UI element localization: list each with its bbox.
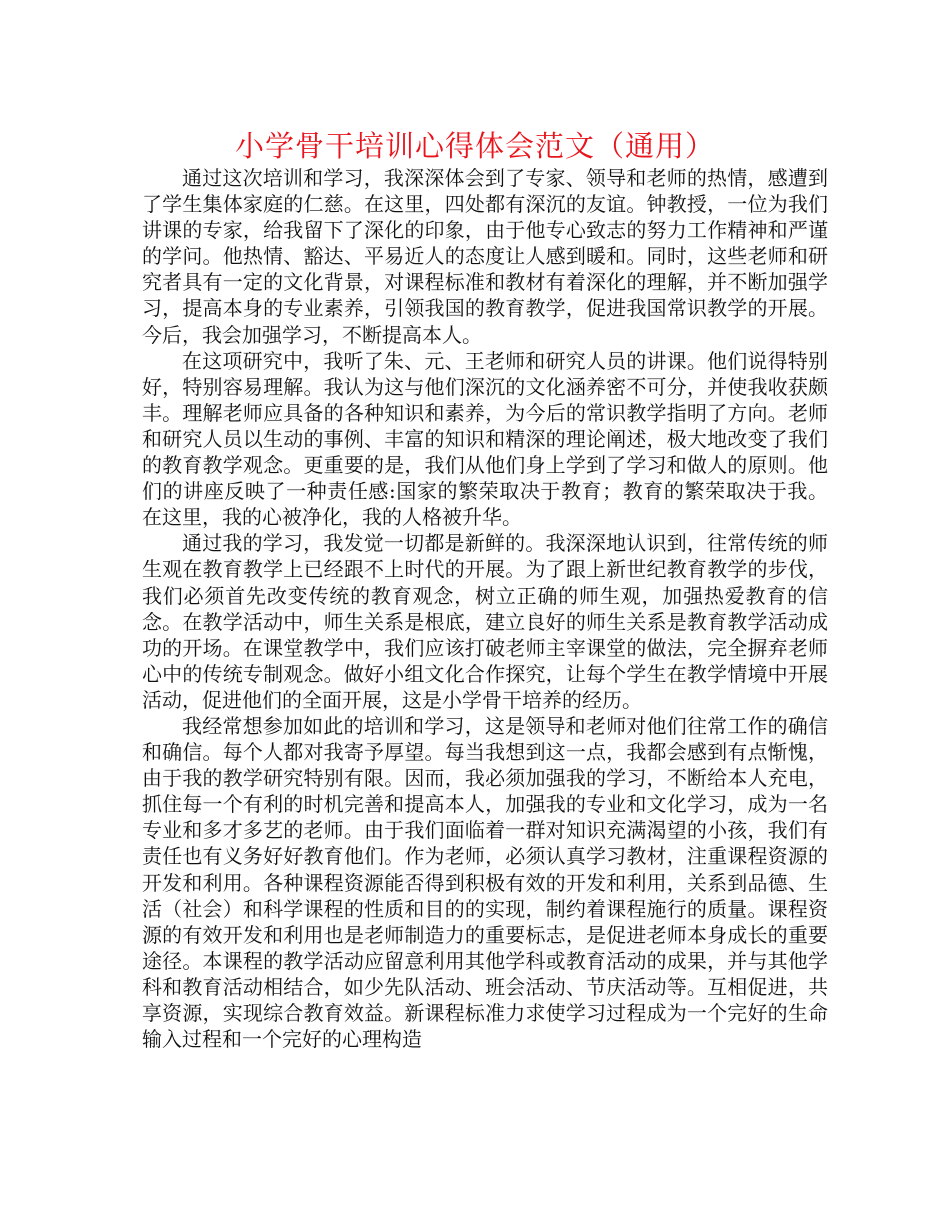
paragraph-3: 通过我的学习，我发觉一切都是新鲜的。我深深地认识到，往常传统的师生观在教育教学上已经跟不上时代的开展。为了跟上新世纪教育教学的步伐，我们必须首先改变传统的教育观念，树立正确的师生观，加强热爱教育的信念。在教学活动中，师生关系是根底，建立良好的师生关系是教育教学活动成功的开场。在课堂教学中，我们应该打破老师主宰课堂的做法，完全摒弃老师心中的传统专制观念。做好小组文化合作探究，让每个学生在教学情境中开展活动，促进他们的全面开展，这是小学骨干培养的经历。 [142,531,828,712]
paragraph-1: 通过这次培训和学习，我深深体会到了专家、领导和老师的热情，感遭到了学生集体家庭的仁慈。在这里，四处都有深沉的友谊。钟教授，一位为我们讲课的专家，给我留下了深化的印象，由于他专心致志的努力工作精神和严谨的学问。他热情、豁达、平易近人的态度让人感到暖和。同时，这些老师和研究者具有一定的文化背景，对课程标准和教材有着深化的理解，并不断加强学习，提高本身的专业素养，引领我国的教育教学，促进我国常识教学的开展。今后，我会加强学习，不断提高本人。 [142,166,828,347]
document-body [142,165,828,1052]
document-title: 小学骨干培训心得体会范文（通用） [234,129,715,163]
paragraph-2: 在这项研究中，我听了朱、元、王老师和研究人员的讲课。他们说得特别好，特别容易理解。我认为这与他们深沉的文化涵养密不可分，并使我收获颇丰。理解老师应具备的各种知识和素养，为今后的常识教学指明了方向。老师和研究人员以生动的事例、丰富的知识和精深的理论阐述，极大地改变了我们的教育教学观念。更重要的是，我们从他们身上学到了学习和做人的原则。他们的讲座反映了一种责任感:国家的繁荣取决于教育；教育的繁荣取决于我。在这里，我的心被净化，我的人格被升华。 [142,348,828,530]
paragraph-4: 我经常想参加如此的培训和学习，这是领导和老师对他们往常工作的确信和确信。每个人都对我寄予厚望。每当我想到这一点，我都会感到有点惭愧，由于我的教学研究特别有限。因而，我必须加强我的学习，不断给本人充电，抓住每一个有利的时机完善和提高本人，加强我的专业和文化学习，成为一名专业和多才多艺的老师。由于我们面临着一群对知识充满渴望的小孩，我们有责任也有义务好好教育他们。作为老师，必须认真学习教材，注重课程资源的开发和利用。各种课程资源能否得到积极有效的开发和利用，关系到品德、生活（社会）和科学课程的性质和目的的实现，制约着课程施行的质量。课程资源的有效开发和利用也是老师制造力的重要标志，是促进老师本身成长的重要途径。本课程的教学活动应留意利用其他学科或教育活动的成果，并与其他学科和教育活动相结合，如少先队活动、班会活动、节庆活动等。互相促进，共享资源，实现综合教育效益。新课程标准力求使学习过程成为一个完好的生命输入过程和一个完好的心理构造 [142,713,828,1052]
